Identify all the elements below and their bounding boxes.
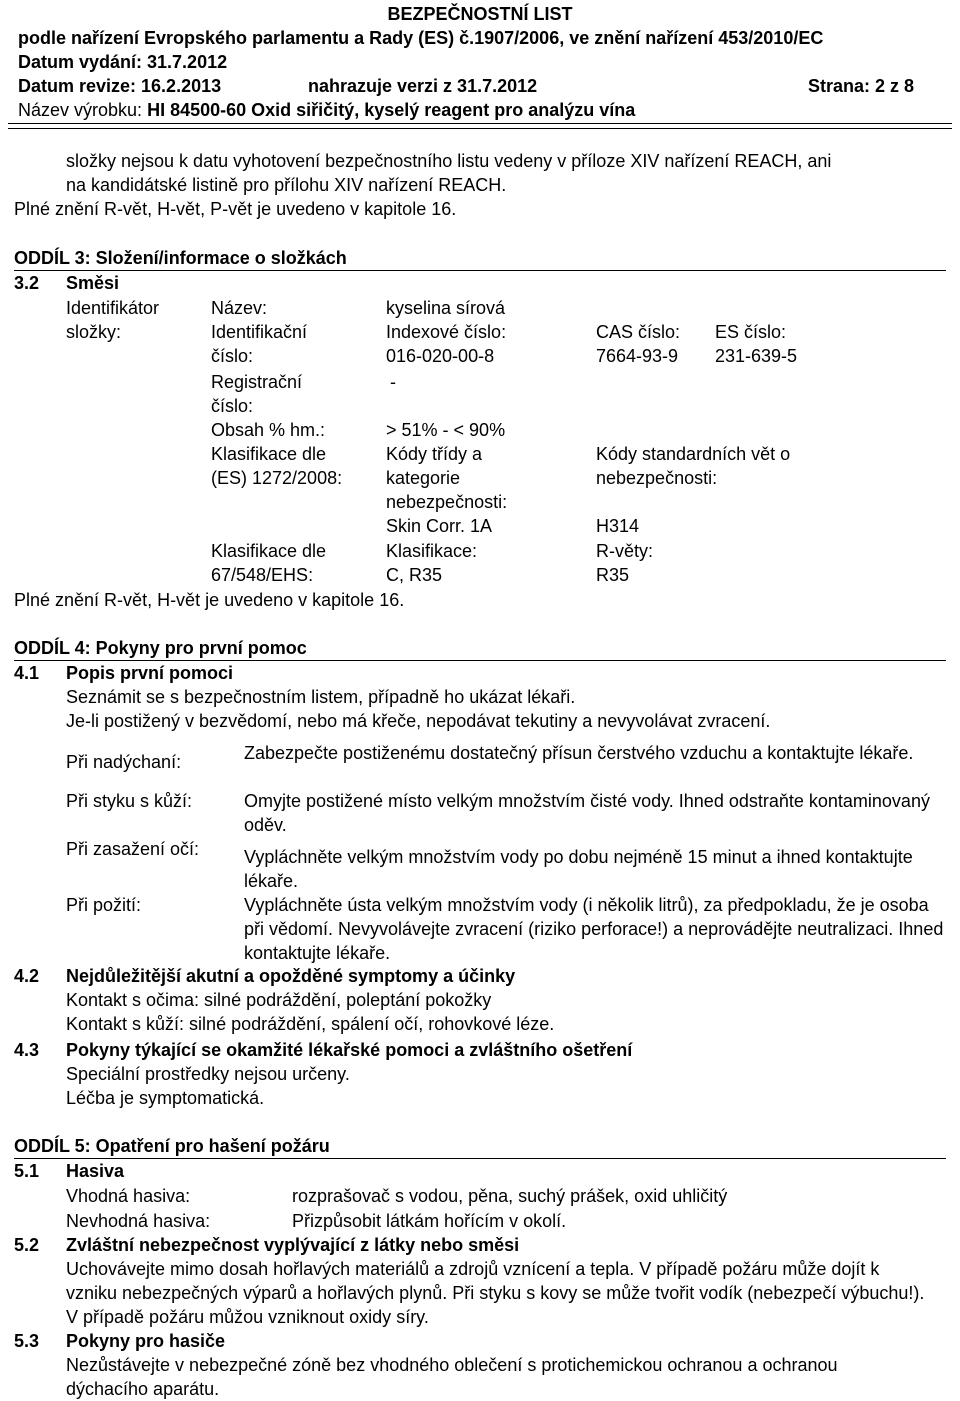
- s51-number: 5.1: [14, 1161, 40, 1181]
- dsd-label-1: Klasifikace dle: [211, 541, 327, 561]
- s42-line-1: Kontakt s očima: silné podráždění, poleptání pokožky: [66, 990, 492, 1010]
- s53-text: Nezůstávejte v nebezpečné zóně bez vhodného oblečení s protichemickou ochranou a ochranou dýchacího aparátu.: [66, 1355, 838, 1399]
- suitable-label: Vhodná hasiva:: [66, 1186, 191, 1206]
- section-5-title: ODDÍL 5: Opatření pro hašení požáru: [14, 1134, 946, 1159]
- intro-line-1: složky nejsou k datu vyhotovení bezpečnostního listu vedeny v příloze XIV nařízení REACH, ani: [66, 151, 832, 171]
- hazard-value: H314: [596, 516, 640, 536]
- id-label-1: Identifikační: [211, 322, 308, 342]
- es-label: ES číslo:: [715, 322, 787, 342]
- hazard-codes-label-1: Kódy standardních vět o: [596, 444, 791, 464]
- section-3-title: ODDÍL 3: Složení/informace o složkách: [14, 246, 946, 271]
- index-label: Indexové číslo:: [386, 322, 507, 342]
- eye-text: Vypláchněte velkým množstvím vody po dobu nejméně 15 minut a ihned kontaktujte lékaře.: [244, 847, 913, 891]
- s43-line-1: Speciální prostředky nejsou určeny.: [66, 1064, 350, 1084]
- s52-title: Zvláštní nebezpečnost vyplývající z látky nebo směsi: [66, 1235, 520, 1255]
- index-value: 016-020-00-8: [386, 346, 495, 366]
- inhalation-text: Zabezpečte postiženému dostatečný přísun čerstvého vzduchu a kontaktujte lékaře.: [244, 743, 914, 763]
- content-value: > 51% - < 90%: [386, 420, 506, 440]
- s3-full-text-note: Plné znění R-vět, H-vět je uvedeno v kapitole 16.: [14, 590, 405, 610]
- es-value: 231-639-5: [715, 346, 798, 366]
- ingestion-label: Při požití:: [66, 895, 142, 915]
- s41-line-2: Je-li postižený v bezvědomí, nebo má křeče, nepodávat tekutiny a nevyvolávat zvracení.: [66, 711, 771, 731]
- id-label-2: číslo:: [211, 346, 254, 366]
- document-title: BEZPEČNOSTNÍ LIST: [387, 4, 573, 24]
- dsd-label-2: 67/548/EHS:: [211, 565, 314, 585]
- issue-date: Datum vydání: 31.7.2012: [18, 52, 228, 72]
- reg-value: -: [390, 372, 396, 392]
- s32-title: Směsi: [66, 273, 120, 293]
- content-label: Obsah % hm.:: [211, 420, 326, 440]
- class-codes-label-2: kategorie: [386, 468, 461, 488]
- s41-number: 4.1: [14, 663, 40, 683]
- classification-label: Klasifikace:: [386, 541, 478, 561]
- s52-text: Uchovávejte mimo dosah hořlavých materiálů a zdrojů vznícení a tepla. V případě požáru může dojít k vzniku nebezpečných výparů a hořlavých plynů. Při styku s kovy se může tvořit vodík (nebezpečí výbuchu!). V případě požáru můžou vzniknout oxidy síry.: [66, 1259, 925, 1327]
- product-line: [18, 99, 635, 122]
- s41-line-1: Seznámit se s bezpečnostním listem, případně ho ukázat lékaři.: [66, 687, 576, 707]
- s43-line-2: Léčba je symptomatická.: [66, 1088, 265, 1108]
- class-codes-label-3: nebezpečnosti:: [386, 492, 508, 512]
- s53-title: Pokyny pro hasiče: [66, 1331, 226, 1351]
- s52-number: 5.2: [14, 1235, 40, 1255]
- skin-label: Při styku s kůží:: [66, 791, 193, 811]
- header-divider-2: [8, 128, 952, 129]
- product-label: Název výrobku:: [18, 100, 143, 120]
- class-codes-label-1: Kódy třídy a: [386, 444, 483, 464]
- class-value: Skin Corr. 1A: [386, 516, 493, 536]
- section-4-title: ODDÍL 4: Pokyny pro první pomoc: [14, 636, 946, 661]
- reg-label-2: číslo:: [211, 396, 254, 416]
- product-name: HI 84500-60 Oxid siřičitý, kyselý reagent pro analýzu vína: [147, 100, 636, 120]
- regulation-line: podle nařízení Evropského parlamentu a Rady (ES) č.1907/2006, ve znění nařízení 453/2010/EC: [18, 28, 824, 48]
- cas-value: 7664-93-9: [596, 346, 679, 366]
- suitable-value: rozprašovač s vodou, pěna, suchý prášek, oxid uhličitý: [292, 1186, 728, 1206]
- unsuitable-value: Přizpůsobit látkám hořícím v okolí.: [292, 1211, 567, 1231]
- ingestion-text: Vypláchněte ústa velkým množstvím vody (i několik litrů), za předpokladu, že je osoba při vědomí. Nevyvolávejte zvracení (riziko perforace!) a neprovádějte neutralizaci. Ihned kontaktujte lékaře.: [244, 895, 944, 963]
- s51-title: Hasiva: [66, 1161, 125, 1181]
- skin-text: Omyjte postižené místo velkým množstvím čisté vody. Ihned odstraňte kontaminovaný oděv.: [244, 791, 930, 835]
- revision-date: Datum revize: 16.2.2013: [18, 76, 222, 96]
- clp-label-1: Klasifikace dle: [211, 444, 327, 464]
- s42-title: Nejdůležitější akutní a opožděné symptomy a účinky: [66, 966, 516, 986]
- hazard-codes-label-2: nebezpečnosti:: [596, 468, 718, 488]
- identifier-label-1: Identifikátor: [66, 298, 160, 318]
- identifier-label-2: složky:: [66, 322, 122, 342]
- intro-line-2: na kandidátské listině pro přílohu XIV nařízení REACH.: [66, 175, 507, 195]
- s53-number: 5.3: [14, 1331, 40, 1351]
- name-label: Název:: [211, 298, 268, 318]
- page-number: Strana: 2 z 8: [807, 76, 914, 96]
- s43-title: Pokyny týkající se okamžité lékařské pomoci a zvláštního ošetření: [66, 1040, 633, 1060]
- header-divider: [8, 123, 952, 124]
- s42-line-2: Kontakt s kůží: silné podráždění, spálení očí, rohovkové léze.: [66, 1014, 555, 1034]
- inhalation-label: Při nadýchaní:: [66, 752, 182, 772]
- reg-label-1: Registrační: [211, 372, 303, 392]
- clp-label-2: (ES) 1272/2008:: [211, 468, 343, 488]
- intro-full-text-note: Plné znění R-vět, H-vět, P-vět je uvedeno v kapitole 16.: [14, 199, 457, 219]
- s42-number: 4.2: [14, 966, 40, 986]
- r-phrases-label: R-věty:: [596, 541, 654, 561]
- cas-label: CAS číslo:: [596, 322, 681, 342]
- name-value: kyselina sírová: [386, 298, 506, 318]
- s41-title: Popis první pomoci: [66, 663, 234, 683]
- s32-number: 3.2: [14, 273, 40, 293]
- r-phrases-value: R35: [596, 565, 630, 585]
- replaces-version: nahrazuje verzi z 31.7.2012: [308, 76, 538, 96]
- eye-label: Při zasažení očí:: [66, 839, 200, 859]
- s43-number: 4.3: [14, 1040, 40, 1060]
- classification-value: C, R35: [386, 565, 443, 585]
- unsuitable-label: Nevhodná hasiva:: [66, 1211, 211, 1231]
